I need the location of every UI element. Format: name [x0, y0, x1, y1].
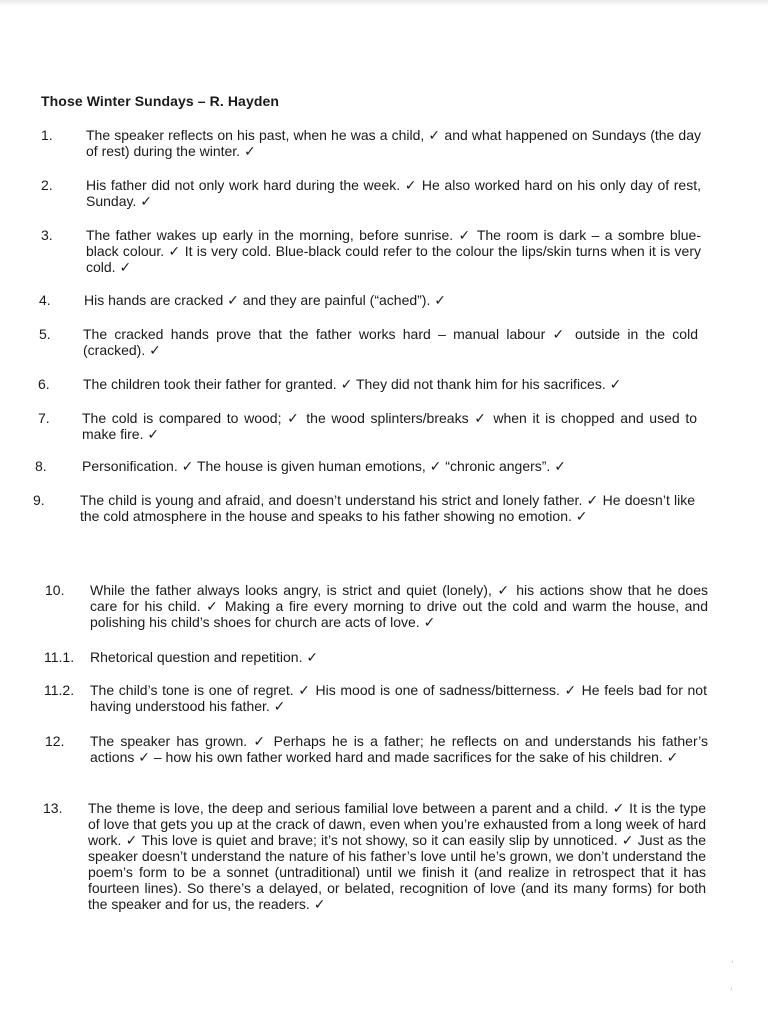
item-number: 1.	[41, 127, 53, 143]
item-text: The children took their father for granted. ✓ They did not thank him for his sacrifices. ✓	[83, 376, 622, 392]
item-number: 11.1.	[44, 649, 75, 665]
item-number: 9.	[33, 492, 45, 508]
item-number: 7.	[38, 410, 50, 426]
item-number: 8.	[35, 458, 47, 474]
document-title: Those Winter Sundays – R. Hayden	[41, 93, 280, 109]
scan-speck: ʾ	[730, 958, 735, 974]
item-number: 3.	[41, 227, 53, 243]
item-text: His father did not only work hard during the week. ✓ He also worked hard on his only day of rest, Sunday. ✓	[86, 177, 701, 209]
item-text: Rhetorical question and repetition. ✓	[90, 649, 319, 665]
item-text: The speaker has grown. ✓ Perhaps he is a father; he reflects on and understands his father’s actions ✓ – how his own father worked hard and made sacrifices for the sake of his children. ✓	[90, 733, 708, 765]
item-text: The child’s tone is one of regret. ✓ His mood is one of sadness/bitterness. ✓ He feels bad for not having understood his father. ✓	[90, 682, 707, 714]
item-number: 13.	[43, 800, 63, 816]
item-number: 10.	[45, 582, 65, 598]
item-number: 2.	[41, 177, 53, 193]
item-number: 11.2.	[44, 682, 75, 698]
item-number: 5.	[39, 326, 51, 342]
item-text: The father wakes up early in the morning, before sunrise. ✓ The room is dark – a sombre blue-black colour. ✓ It is very cold. Blue-black could refer to the colour the lips/skin turns when it is very cold. ✓	[86, 227, 701, 275]
item-text: The cold is compared to wood; ✓ the wood splinters/breaks ✓ when it is chopped and used to make fire. ✓	[82, 410, 697, 442]
item-number: 12.	[45, 733, 65, 749]
item-text: The cracked hands prove that the father works hard – manual labour ✓ outside in the cold (cracked). ✓	[83, 326, 698, 358]
scan-speck: ʾ	[729, 985, 734, 1001]
item-text: The speaker reflects on his past, when he was a child, ✓ and what happened on Sundays (the day of rest) during the winter. ✓	[86, 127, 701, 159]
item-number: 4.	[39, 292, 51, 308]
item-text: Personification. ✓ The house is given human emotions, ✓ “chronic angers”. ✓	[82, 458, 566, 474]
item-text: The theme is love, the deep and serious familial love between a parent and a child. ✓ It is the type of love that gets you up at the crack of dawn, even when you’re exhausted from a long week of hard work. ✓ This love is quiet and brave; it’s not showy, so it can easily slip by unnoticed. ✓ Just as the speaker doesn’t understand the nature of his father’s love until he’s grown, we don’t understand the poem’s form to be a sonnet (untraditional) until we finish it (and realize in retrospect that it has fourteen lines). So there’s a delayed, or belated, recognition of love (and its many forms) for both the speaker and for us, the readers. ✓	[88, 800, 706, 912]
item-text: While the father always looks angry, is strict and quiet (lonely), ✓ his actions show that he does care for his child. ✓ Making a fire every morning to drive out the cold and warm the house, and polishing his child’s shoes for church are acts of love. ✓	[90, 582, 708, 630]
item-text: The child is young and afraid, and doesn’t understand his strict and lonely father. ✓ He doesn’t like the cold atmosphere in the house and speaks to his father showing no emotion. ✓	[80, 492, 695, 524]
item-text: His hands are cracked ✓ and they are painful (“ached”). ✓	[84, 292, 446, 308]
item-number: 6.	[38, 376, 50, 392]
